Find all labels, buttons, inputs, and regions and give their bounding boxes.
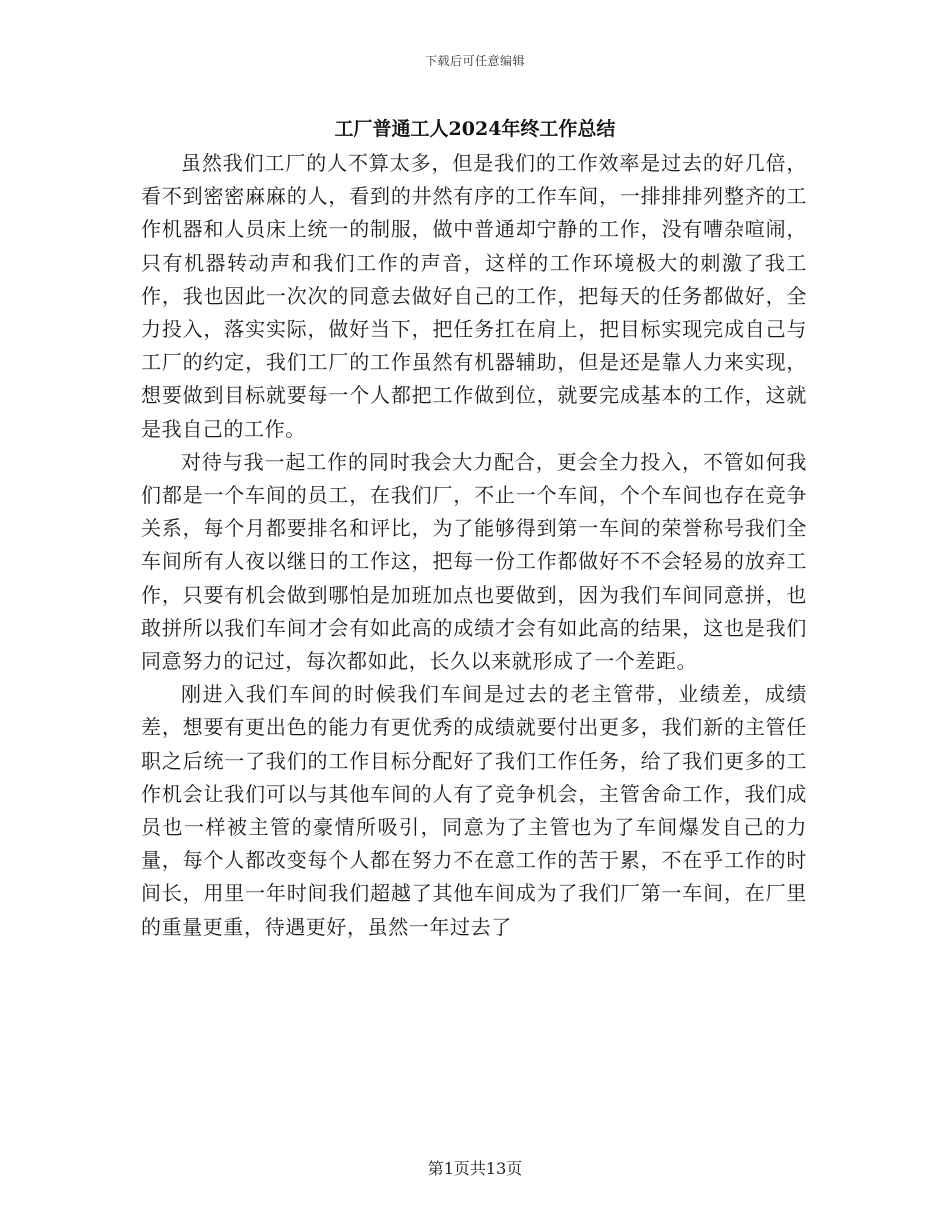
document-title: 工厂普通工人2024年终工作总结: [334, 118, 616, 140]
paragraph: 刚进入我们车间的时候我们车间是过去的老主管带，业绩差，成绩差，想要有更出色的能力有更优秀的成绩就要付出更多，我们新的主管任职之后统一了我们的工作目标分配好了我们工作任务，给了我们更多的工作机会让我们可以与其他车间的人有了竞争机会，主管舍命工作，我们成员也一样被主管的豪情所吸引，同意为了主管也为了车间爆发自己的力量，每个人都改变每个人都在努力不在意工作的苦于累，不在乎工作的时间长，用里一年时间我们超越了其他车间成为了我们厂第一车间，在厂里的重量更重，待遇更好，虽然一年过去了: [141, 682, 807, 939]
document-body: [141, 147, 807, 944]
paragraph: 对待与我一起工作的同时我会大力配合，更会全力投入，不管如何我们都是一个车间的员工，在我们厂，不止一个车间，个个车间也存在竞争关系，每个月都要排名和评比，为了能够得到第一车间的荣誉称号我们全车间所有人夜以继日的工作这，把每一份工作都做好不不会轻易的放弃工作，只要有机会做到哪怕是加班加点也要做到，因为我们车间同意拼，也敢拼所以我们车间才会有如此高的成绩才会有如此高的结果，这也是我们同意努力的记过，每次都如此，长久以来就形成了一个差距。: [141, 449, 807, 674]
page-footer: 第1页共13页: [427, 1159, 523, 1178]
page-header: 下载后可任意编辑: [424, 54, 525, 68]
paragraph: 虽然我们工厂的人不算太多，但是我们的工作效率是过去的好几倍，看不到密密麻麻的人，看到的井然有序的工作车间，一排排排列整齐的工作机器和人员床上统一的制服，做中普通却宁静的工作，没有嘈杂喧闹，只有机器转动声和我们工作的声音，这样的工作环境极大的刺激了我工作，我也因此一次次的同意去做好自己的工作，把每天的任务都做好，全力投入，落实实际，做好当下，把任务扛在肩上，把目标实现完成自己与工厂的约定，我们工厂的工作虽然有机器辅助，但是还是靠人力来实现，想要做到目标就要每一个人都把工作做到位，就要完成基本的工作，这就是我自己的工作。: [141, 151, 807, 441]
